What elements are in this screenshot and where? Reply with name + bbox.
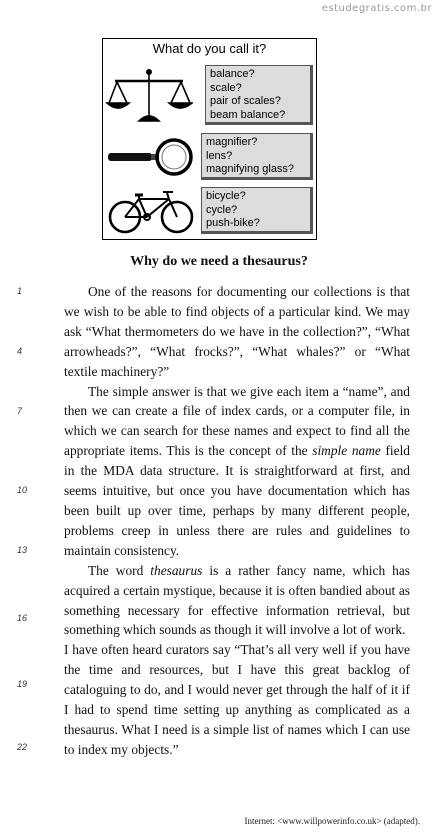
paragraph xyxy=(64,282,410,382)
line-number: 16 xyxy=(17,613,28,623)
line-number: 1 xyxy=(17,286,23,296)
site-watermark: estudegratis.com.br xyxy=(321,3,432,14)
paragraph xyxy=(64,382,410,561)
line-number: 7 xyxy=(17,406,23,416)
line-number: 4 xyxy=(17,346,23,356)
naming-figure xyxy=(102,38,317,240)
name-option: balance? xyxy=(210,68,255,80)
figure-row-scales xyxy=(103,61,316,129)
names-box-bicycle xyxy=(201,187,313,234)
source-credit: Internet: <www.willpowerinfo.co.uk> (adapted). xyxy=(244,816,420,826)
text-run: One of the reasons for documenting our collections is that we wish to be able to find objects of a particular kind. We may ask “What thermometers do we have in the collection?”, “What arrowheads?”, “What frocks?”, “What whales?” or “What textile machinery?” xyxy=(64,284,410,379)
line-number: 22 xyxy=(17,742,28,752)
name-option: push-bike? xyxy=(206,217,260,229)
name-option: beam balance? xyxy=(210,108,286,121)
article-heading: Why do we need a thesaurus? xyxy=(130,254,308,269)
name-option: cycle? xyxy=(206,203,238,216)
names-box-scales xyxy=(205,65,313,125)
italic-term: thesaurus xyxy=(150,562,203,578)
text-run: The word xyxy=(88,562,151,578)
text-run: I have often heard curators say “That’s all very well if you have the time and resources, but I have this great backlog of cataloguing to do, and I would never get through the half of it if I had to spend time setting up anything as complicated as a thesaurus. What I need is a simple list of names which I can use to index my objects.” xyxy=(64,642,410,757)
figure-row-bicycle xyxy=(103,185,316,237)
text-run: is a rather fancy name, which has acquired a certain mystique, because it is often bandied about as something necessary for effective information retrieval, but something which sounds as though it will involve a lot of work. xyxy=(64,562,410,638)
line-number: 10 xyxy=(17,485,28,495)
article-body xyxy=(64,282,410,760)
scales-icon xyxy=(105,67,193,130)
line-number: 19 xyxy=(17,679,28,689)
name-option: bicycle? xyxy=(206,190,246,202)
name-option: lens? xyxy=(206,149,233,162)
name-option: magnifying glass? xyxy=(206,163,295,175)
text-run: The simple answer is that we give each item a “name”, and then we can create a file of index cards, or a computer file, in which we can search for these names and expect to find all the appropriate items. This is the concept of the xyxy=(64,383,410,459)
name-option: magnifier? xyxy=(206,136,258,148)
name-option: scale? xyxy=(210,81,242,94)
magnifier-icon xyxy=(105,135,195,184)
italic-term: simple name xyxy=(312,443,381,459)
line-number: 13 xyxy=(17,545,28,555)
text-run: field in the MDA data structure. It is straightforward at first, and seems intuitive, but once you have documentation which has been built up over time, perhaps by many different people, problems creep in unless there are rules and guidelines to maintain consistency. xyxy=(64,443,410,558)
paragraph xyxy=(64,640,410,759)
paragraph xyxy=(64,561,410,641)
name-option: pair of scales? xyxy=(210,95,281,107)
bicycle-icon xyxy=(105,187,199,240)
figure-row-magnifier xyxy=(103,131,316,183)
names-box-magnifier xyxy=(201,133,313,180)
figure-title: What do you call it? xyxy=(152,41,267,56)
